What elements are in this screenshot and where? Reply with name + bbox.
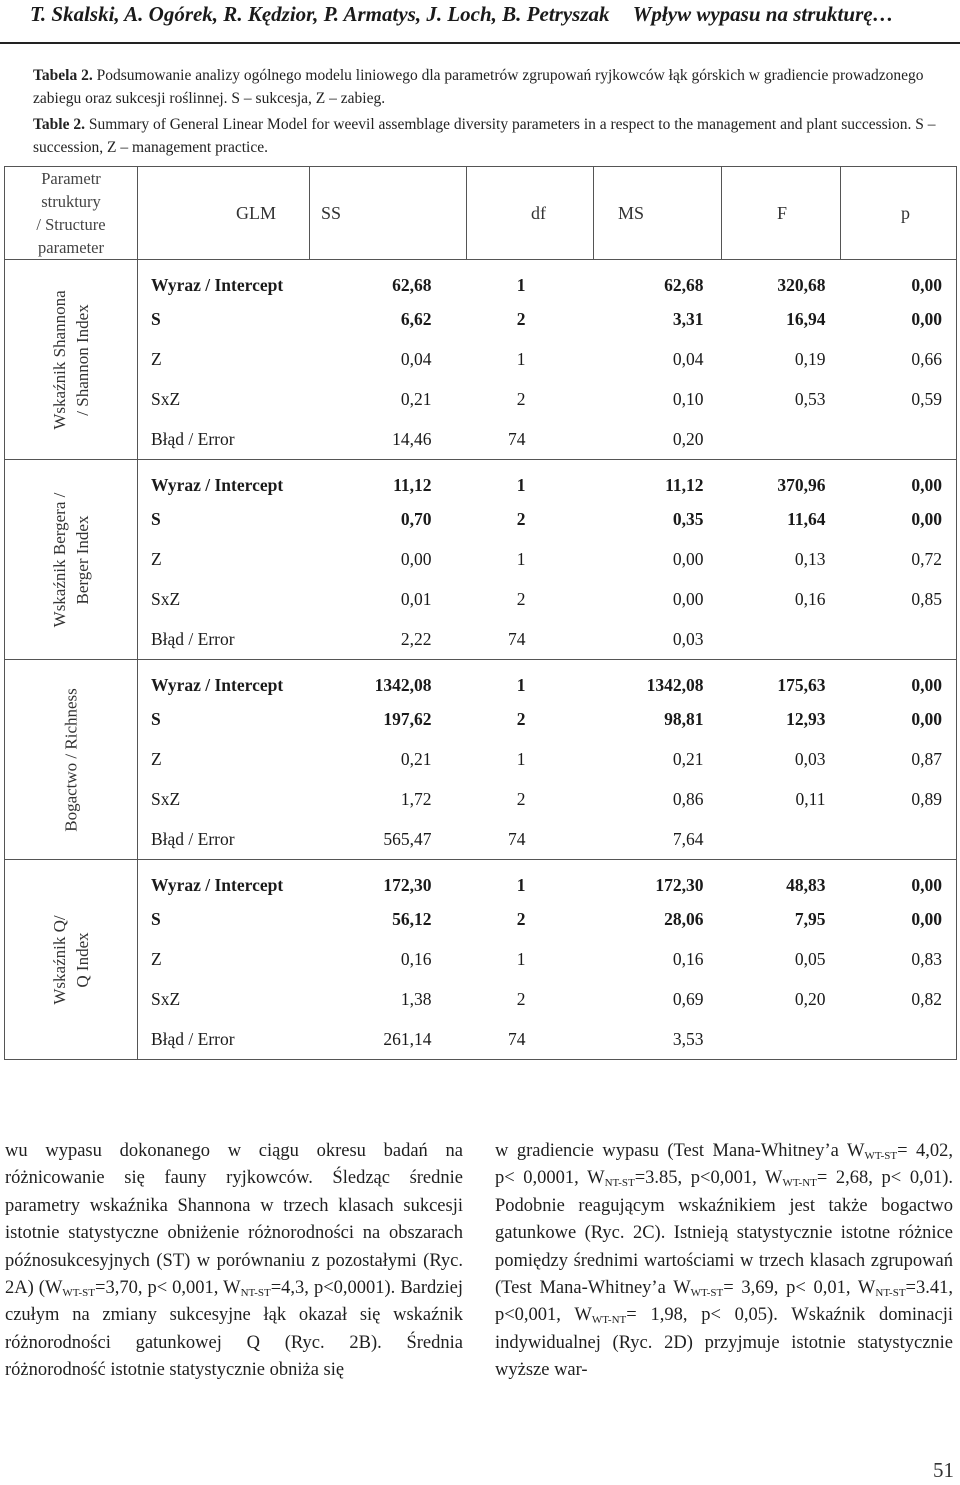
cell-df: 2 [516, 989, 526, 1009]
cell-f: 0,11 [795, 789, 826, 809]
cell-p [841, 420, 957, 460]
running-header [30, 2, 950, 27]
cell-ss: 172,30 [383, 875, 432, 896]
table-row [5, 340, 957, 380]
cell-p: 0,89 [841, 780, 957, 820]
cell-ss: 6,62 [400, 309, 432, 329]
cell-df: 2 [516, 909, 526, 929]
group-label [48, 915, 94, 1004]
cell-p: 0,00 [841, 300, 957, 340]
table-row [5, 860, 957, 900]
cell-ms: 0,20 [594, 420, 722, 460]
cell-ms: 0,69 [672, 989, 704, 1009]
cell-ms: 0,04 [672, 349, 704, 369]
cell-f: 0,16 [794, 589, 826, 609]
cell-f: 12,93 [786, 709, 826, 729]
table-row [5, 540, 957, 580]
group-label-line: Berger Index [73, 515, 92, 604]
cell-f: 0,53 [794, 389, 826, 409]
table-row [5, 940, 957, 980]
cell-df: 74 [467, 420, 594, 460]
table-caption-polish [33, 64, 938, 110]
group-label-cell [5, 860, 138, 1060]
cell-ss: 0,04 [400, 349, 432, 369]
table-header-row [5, 167, 957, 260]
cell-p: 0,00 [841, 460, 957, 500]
table-row [5, 300, 957, 340]
cell-p: 0,59 [841, 380, 957, 420]
cell-df: 2 [516, 709, 526, 729]
cell-df: 1 [516, 875, 526, 896]
paragraph: w gradiencie wypasu (Test Mana-Whitney’a $W_{WT-ST}= 4,02$, p< 0,0001, $W_{NT-ST}=3.85$, p<0,001, $W_{WT-NT}= 2,68$, p< 0,01). Podobnie reagującym wskaźnikiem jest także bogactwo gatunkowe (Ryc. 2C). Istnieją statystycznie istotne różnice pomiędzy średnimi wartościami w trzech klasach zgrupowań (Test Mana-Whitney’a $W_{WT-ST}= 3,69$, p< 0,01, $W_{NT-ST}=3.41$, p<0,001, $W_{WT-NT}= 1,98$, p< 0,05). Wskaźnik dominacji indywidualnej (Ryc. 2D) przyjmuje istotnie statystycznie wyższe war- [495, 1141, 954, 1381]
cell-ms: 0,00 [672, 589, 704, 609]
cell-ss: 0,01 [400, 589, 432, 609]
cell-p: 0,83 [841, 940, 957, 980]
cell-f: 370,96 [777, 475, 826, 496]
cell-p [841, 1020, 957, 1060]
cell-f: 0,05 [794, 949, 826, 969]
cell-term: SxZ [138, 780, 310, 820]
table-row [5, 900, 957, 940]
cell-df: 1 [516, 349, 526, 369]
table-row [5, 420, 957, 460]
cell-f [722, 620, 841, 660]
header-short-title: Wpływ wypasu na strukturę… [632, 2, 894, 26]
table-row [5, 460, 957, 500]
cell-f: 16,94 [786, 309, 826, 329]
column-header-ms: MS [594, 167, 722, 260]
cell-df: 74 [467, 820, 594, 860]
cell-df: 1 [516, 549, 526, 569]
table-row [5, 500, 957, 540]
cell-p: 0,00 [841, 500, 957, 540]
cell-f: 0,13 [794, 549, 826, 569]
cell-p: 0,00 [841, 900, 957, 940]
body-text-right-column [495, 1138, 953, 1385]
cell-term: S [138, 300, 310, 340]
cell-f: 0,20 [794, 989, 826, 1009]
cell-term: SxZ [138, 980, 310, 1020]
cell-ms: 7,64 [594, 820, 722, 860]
cell-f: 11,64 [787, 509, 826, 529]
header-rule [0, 42, 960, 44]
cell-ms: 98,81 [664, 709, 704, 729]
cell-f: 48,83 [786, 875, 826, 896]
cell-f: 0,19 [794, 349, 826, 369]
cell-term: S [138, 500, 310, 540]
column-header-f: F [722, 167, 841, 260]
table-row [5, 820, 957, 860]
cell-ms: 172,30 [655, 875, 704, 896]
cell-p: 0,82 [841, 980, 957, 1020]
group-label [48, 492, 94, 627]
body-text-left-column [5, 1138, 463, 1385]
column-header-p: p [841, 167, 957, 260]
caption-en-label: Table 2. [33, 116, 85, 133]
group-label-line: Wskaźnik Bergera / [50, 492, 69, 627]
cell-df: 1 [516, 749, 526, 769]
cell-ss: 62,68 [392, 275, 432, 296]
page-number: 51 [933, 1458, 954, 1482]
cell-df: 1 [516, 949, 526, 969]
caption-pl-label: Tabela 2. [33, 67, 93, 84]
cell-ms: 1342,08 [646, 675, 704, 696]
cell-ms: 11,12 [665, 475, 704, 496]
cell-ms: 0,16 [672, 949, 704, 969]
cell-ss: 0,21 [400, 749, 432, 769]
group-label-line: Q Index [73, 931, 92, 988]
group-label [48, 290, 94, 429]
column-header-glm: GLM [138, 167, 310, 260]
cell-term: Błąd / Error [138, 620, 310, 660]
cell-term: S [138, 900, 310, 940]
cell-ss: 14,46 [310, 420, 467, 460]
cell-ms: 0,21 [672, 749, 704, 769]
cell-ss: 197,62 [383, 709, 432, 729]
table-row [5, 1020, 957, 1060]
group-label [60, 688, 83, 832]
cell-df: 1 [516, 275, 526, 296]
cell-p: 0,00 [841, 700, 957, 740]
cell-p: 0,85 [841, 580, 957, 620]
cell-term: SxZ [138, 380, 310, 420]
cell-ss: 2,22 [310, 620, 467, 660]
caption-pl-text: Podsumowanie analizy ogólnego modelu liniowego dla parametrów zgrupowań ryjkowców łąk górskich w gradiencie prowadzonego zabiegu oraz sukcesji roślinnej. S – sukcesja, Z – zabieg. [33, 67, 924, 107]
cell-term: Z [138, 340, 310, 380]
cell-p [841, 620, 957, 660]
cell-f [722, 420, 841, 460]
group-label-line: Wskaźnik Shannona [50, 289, 69, 430]
cell-ms: 3,31 [672, 309, 704, 329]
cell-ss: 1,72 [400, 789, 432, 809]
cell-ms: 28,06 [664, 909, 704, 929]
cell-p: 0,72 [841, 540, 957, 580]
table-row [5, 620, 957, 660]
cell-df: 2 [516, 789, 526, 809]
cell-ms: 0,10 [672, 389, 704, 409]
cell-ms: 0,86 [672, 789, 704, 809]
cell-ss: 0,70 [400, 509, 432, 529]
cell-p: 0,00 [841, 260, 957, 300]
cell-ss: 0,21 [400, 389, 432, 409]
caption-en-text: Summary of General Linear Model for weevil assemblage diversity parameters in a respect to the management and plant succession. S – succession, Z – management practice. [33, 116, 936, 156]
cell-ss: 261,14 [310, 1020, 467, 1060]
column-header-ss: SS [310, 167, 467, 260]
cell-p [841, 820, 957, 860]
cell-df: 74 [467, 1020, 594, 1060]
cell-p: 0,66 [841, 340, 957, 380]
glm-results-table [4, 166, 957, 1060]
cell-term: S [138, 700, 310, 740]
table-caption-english [33, 113, 938, 159]
cell-p: 0,87 [841, 740, 957, 780]
cell-term: Wyraz / Intercept [138, 660, 310, 700]
cell-term: Błąd / Error [138, 1020, 310, 1060]
group-label-cell [5, 260, 138, 460]
cell-ms: 0,03 [594, 620, 722, 660]
group-label-cell [5, 460, 138, 660]
cell-ss: 0,16 [400, 949, 432, 969]
cell-df: 2 [516, 309, 526, 329]
cell-ms: 3,53 [594, 1020, 722, 1060]
table-row [5, 380, 957, 420]
table-body [5, 260, 957, 1060]
cell-ms: 0,00 [672, 549, 704, 569]
cell-ms: 0,35 [672, 509, 704, 529]
cell-df: 1 [516, 475, 526, 496]
paragraph: wu wypasu dokonanego w ciągu okresu badań na różnicowanie się fauny ryjkowców. Śledząc średnie parametry wskaźnika Shannona w trzech klasach sukcesji istotnie statystyczne obniżenie różnorodności na obszarach późnosukcesyjnych (ST) w porównaniu z pozostałymi (Ryc. 2A) ($W_{WT-ST}=3,70$, p< 0,001, $W_{NT-ST}=4,3$, p<0,0001). Bardziej czułym na zmiany sukcesyjne łąk okazał się wskaźnik różnorodności gatunkowej Q (Ryc. 2B). Średnia różnorodność istotnie statystycznie obniża się [5, 1141, 463, 1381]
cell-term: Błąd / Error [138, 420, 310, 460]
table-row [5, 700, 957, 740]
group-label-line: Wskaźnik Q/ [50, 914, 69, 1005]
cell-ss: 1,38 [400, 989, 432, 1009]
column-header-df: df [467, 167, 594, 260]
cell-term: Z [138, 540, 310, 580]
cell-df: 2 [516, 509, 526, 529]
cell-ms: 62,68 [664, 275, 704, 296]
group-label-line: / Shannon Index [73, 303, 92, 416]
group-label-line: Bogactwo / Richness [61, 687, 81, 832]
cell-term: Z [138, 740, 310, 780]
cell-ss: 565,47 [310, 820, 467, 860]
cell-term: Wyraz / Intercept [138, 860, 310, 900]
cell-df: 1 [516, 675, 526, 696]
cell-term: Wyraz / Intercept [138, 260, 310, 300]
cell-df: 2 [516, 589, 526, 609]
cell-term: Błąd / Error [138, 820, 310, 860]
cell-f: 175,63 [777, 675, 826, 696]
cell-f [722, 1020, 841, 1060]
column-header-parameter: Parametr struktury / Structure parameter [5, 167, 138, 260]
cell-f [722, 820, 841, 860]
cell-p: 0,00 [841, 660, 957, 700]
header-authors: T. Skalski, A. Ogórek, R. Kędzior, P. Armatys, J. Loch, B. Petryszak [30, 2, 610, 26]
table-row [5, 780, 957, 820]
cell-term: Wyraz / Intercept [138, 460, 310, 500]
cell-df: 74 [467, 620, 594, 660]
table-row [5, 580, 957, 620]
cell-term: Z [138, 940, 310, 980]
table-row [5, 740, 957, 780]
cell-f: 320,68 [777, 275, 826, 296]
cell-f: 0,03 [794, 749, 826, 769]
cell-ss: 11,12 [393, 475, 432, 496]
cell-ss: 56,12 [392, 909, 432, 929]
cell-term: SxZ [138, 580, 310, 620]
table-row [5, 260, 957, 300]
cell-df: 2 [516, 389, 526, 409]
cell-f: 7,95 [794, 909, 826, 929]
group-label-cell [5, 660, 138, 860]
cell-p: 0,00 [841, 860, 957, 900]
cell-ss: 0,00 [400, 549, 432, 569]
table-row [5, 660, 957, 700]
cell-ss: 1342,08 [374, 675, 432, 696]
table-row [5, 980, 957, 1020]
